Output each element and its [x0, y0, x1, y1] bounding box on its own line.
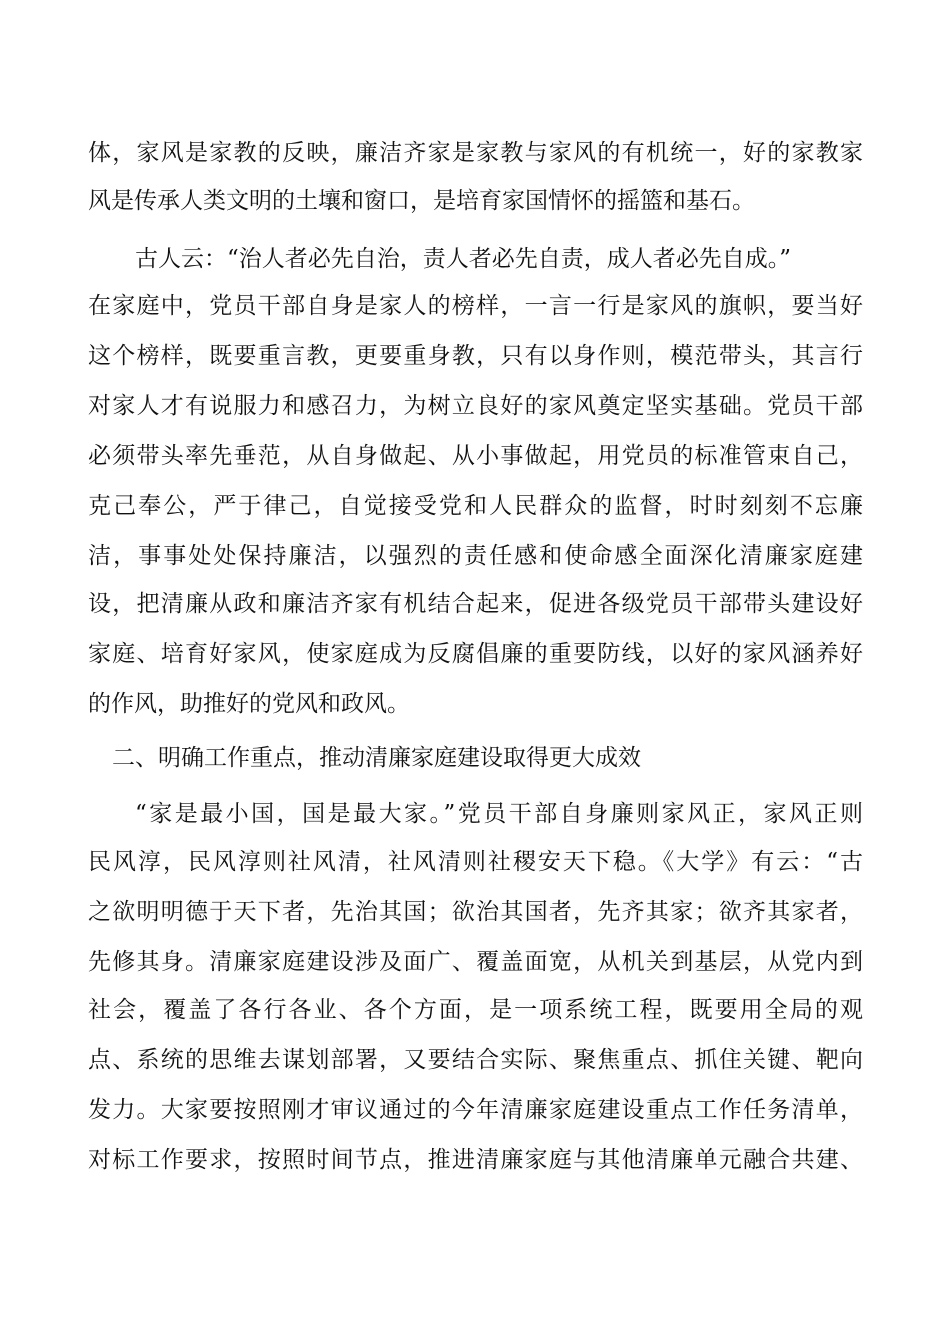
text-line: 发力。大家要按照刚才审议通过的今年清廉家庭建设重点工作任务清单， [88, 1097, 863, 1123]
text-line: 洁，事事处处保持廉洁，以强烈的责任感和使命感全面深化清廉家庭建 [88, 543, 863, 569]
text-line: 家庭、培育好家风，使家庭成为反腐倡廉的重要防线，以好的家风涵养好 [88, 641, 863, 667]
text-line: 对标工作要求，按照时间节点，推进清廉家庭与其他清廉单元融合共建、 [88, 1147, 863, 1173]
text-line: 之欲明明德于天下者，先治其国；欲治其国者，先齐其家；欲齐其家者， [88, 899, 863, 925]
text-line: “家是最小国，国是最大家。”党员干部自身廉则家风正，家风正则 [135, 801, 863, 827]
text-line: 风是传承人类文明的土壤和窗口，是培育家国情怀的摇篮和基石。 [88, 188, 755, 214]
text-line: 社会，覆盖了各行各业、各个方面，是一项系统工程，既要用全局的观 [88, 997, 863, 1023]
text-line: 这个榜样，既要重言教，更要重身教，只有以身作则，模范带头，其言行 [88, 343, 863, 369]
text-line: 设，把清廉从政和廉洁齐家有机结合起来，促进各级党员干部带头建设好 [88, 591, 863, 617]
text-line: 民风淳，民风淳则社风清，社风清则社稷安天下稳。《大学》有云：“古 [88, 849, 863, 875]
text-line: 必须带头率先垂范，从自身做起、从小事做起，用党员的标准管束自己， [88, 443, 863, 469]
text-line: 克己奉公，严于律己，自觉接受党和人民群众的监督，时时刻刻不忘廉 [88, 493, 863, 519]
text-line: 先修其身。清廉家庭建设涉及面广、覆盖面宽，从机关到基层，从党内到 [88, 949, 863, 975]
text-line: 在家庭中，党员干部自身是家人的榜样，一言一行是家风的旗帜，要当好 [88, 293, 863, 319]
text-line: 点、系统的思维去谋划部署，又要结合实际、聚焦重点、抓住关键、靶向 [88, 1047, 863, 1073]
section-heading: 二、明确工作重点，推动清廉家庭建设取得更大成效 [112, 745, 641, 771]
text-line: 古人云：“治人者必先自治，责人者必先自责，成人者必先自成。” [135, 246, 792, 272]
text-line: 对家人才有说服力和感召力，为树立良好的家风奠定坚实基础。党员干部 [88, 393, 863, 419]
text-line: 体，家风是家教的反映，廉洁齐家是家教与家风的有机统一，好的家教家 [88, 140, 863, 166]
text-line: 的作风，助推好的党风和政风。 [88, 691, 410, 717]
